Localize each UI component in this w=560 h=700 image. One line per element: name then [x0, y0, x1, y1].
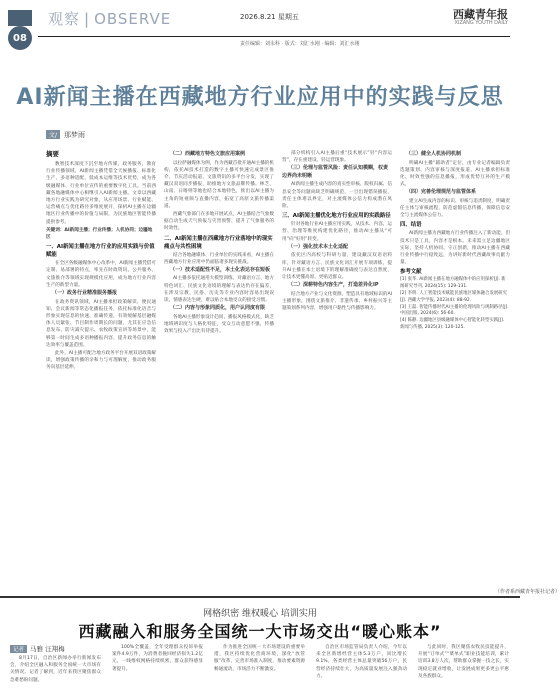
paragraph: 8月17日，自治区新闻办举行新闻发布会，介绍全区融入和服务全国统一大市场有关情况。记者了解到，近年来我区聚焦群众急难愁盼问题。	[10, 656, 101, 683]
section-heading: 三、AI新闻主播优化地方行业应用的实践路径	[282, 213, 391, 220]
subsection-heading: （三）伦理与监管风险：责任认知模糊，权责边界尚未明晰	[282, 165, 389, 179]
newspaper-subtitle: XIZANG YOUTH DAILY	[454, 20, 508, 26]
page-header	[0, 0, 520, 54]
paragraph: 结合地方产业与文化资源，塑造具有地域标识的AI主播形象，围绕文旅推介、非遗传承、乡村振兴等主题策划系列内容，增强用户黏性与传播影响力。	[282, 291, 392, 312]
bottom-kicker: 网格织密 维权暖心 培训实用	[203, 609, 317, 619]
page-number-tab	[8, 10, 32, 26]
page-number: 08	[8, 26, 32, 50]
section-cn: 观察	[48, 10, 81, 28]
paragraph: AI新闻主播生成内容的真实性审核、版权归属、信息安全等问题尚缺乏明确规范，一旦出现错误播报，责任主体难以界定，对主流媒体公信力构成潜在风险。	[282, 182, 392, 210]
paragraph: 部分机构引入AI主播后重“技术展示”轻“内容运营”，存在重建设、轻运营现象。	[282, 151, 392, 164]
author-note: （作者系西藏青年报社记者）	[494, 589, 560, 595]
subsection-heading: （二）西藏地方特色文旅应用案例	[170, 151, 246, 157]
subsection-heading: （二）深耕特色内容生产，打造差异化IP	[288, 282, 379, 289]
subsection-heading: （四）完善伦理规范与监管体系	[406, 189, 477, 196]
paragraph: 作为推进全国统一大市场建设的重要举措，我区持续优化营商环境，深化“放管服”改革，完善市场准入制度，推动要素资源畅通流动，市场活力不断激发。	[214, 645, 305, 672]
bottom-column-5	[418, 644, 509, 700]
bottom-byline	[10, 644, 101, 653]
section-heading: 四、结语	[400, 222, 422, 229]
reference-item: [4] 陈静. 边疆地区县级融媒体中心智能化转型实践[J]. 新闻与传播, 2025(3): 120-125.	[400, 318, 505, 331]
paragraph: 各地AI主播形象设计趋同，播报风格模式化，缺乏地域辨识度与人格化特征，受众互动意愿不强，传播效果与投入产出比有待提升。	[164, 314, 274, 335]
section-divider	[0, 596, 520, 598]
section-en: OBSERVE	[94, 10, 172, 28]
references-heading: 参考文献	[400, 269, 422, 276]
reference-item: [1] 张华. AI新闻主播在地方融媒体中的应用探析[J]. 新闻研究导刊, 2024(15): 129-131.	[400, 277, 506, 290]
subsection-heading: （三）健全人机协同机制	[406, 151, 462, 157]
article-column-2	[164, 150, 274, 585]
paragraph: 结合各地融媒体、行业单位的实践来看，AI主播在西藏地方行业应用中仍面临诸多现实挑战。	[164, 252, 274, 265]
bottom-article-body	[10, 644, 515, 700]
article-byline	[46, 130, 85, 140]
reference-item: [3] 王磊. 智能传播时代AI主播的伦理风险与规制路径[J]. 中国出版, 2024(6): 56-60.	[400, 304, 509, 317]
bottom-column-3	[214, 644, 305, 700]
issue-date: 2026.8.21 星期五	[240, 13, 299, 21]
bottom-column-4	[316, 644, 407, 700]
paragraph: 建立AI生成内容的标识、审核与追责制度，明确责任主体与审核流程，防范虚假信息传播，保障信息安全与主流媒体公信力。	[400, 198, 510, 219]
keywords: 关键词：AI新闻主播；行业传播；人机协同；边疆地区	[46, 227, 153, 241]
bottom-column-2	[112, 644, 203, 700]
paragraph: 以拉萨融媒体为例，作为西藏首批开通AI主播的机构，依托AI技术打造的数字主播可快速完成景区推介、节庆活动报道、文旅资讯的多平台分发，实现了藏汉双语同步播报，助推地方文旅品牌传播。林芝、山南、日喀则等地也结合本地特色，推出以AI主播为主角的短视频与直播内容，拓宽了高原文旅传播渠道。	[164, 160, 274, 209]
article-title: AI新闻主播在西藏地方行业应用中的实践与反思	[16, 85, 504, 110]
article-column-4	[400, 150, 510, 585]
paragraph: 明确AI主播“辅助者”定位，由专业记者编辑负责选题策划、内容审核与深度报道，AI主播承担标准化、时效性强的信息播报，形成优势互补的生产模式。	[400, 160, 510, 188]
subsection-heading: （一）强化技术本土化适配	[288, 243, 349, 250]
bottom-article-title: 西藏融入和服务全国统一大市场交出“暖心账本”	[78, 622, 442, 641]
paragraph: 依托区内高校与科研力量，建设藏汉双语语料库，针对藏语方言、民族文化词汇开展专项训练，提升AI主播在本土语境下的理解准确度与表达自然度，让技术更懂高原、更贴近群众。	[282, 253, 392, 280]
header-rule	[38, 36, 510, 37]
section-heading: 二、AI新闻主播在西藏地方行业落地中的现实痛点与共性困境	[164, 235, 273, 250]
paragraph: 与此同时，我区聚焦农牧民技能提升，开展“订单式”“菜单式”职业技能培训，累计培训3.8万人次，帮助群众掌握一技之长，实现稳定就业增收，让发展成果更多更公平惠及各族群众。	[418, 645, 509, 679]
subsection-heading: （二）内容与形象同质化，用户认同度有限	[170, 305, 266, 312]
byline-tag: 文/	[46, 130, 60, 139]
paragraph: 此外，AI主播可配合地方政务平台开展双语政策解读，增强政策传播的亲和力与可理解度，推动政务服务向基层延伸。	[46, 350, 156, 371]
paragraph: 在政务资讯领域，AI主播承担政策解读、便民通知、会议新闻等常态化播报任务，依托标准化语音与形象实现信息的快速、准确传递，有效缓解基层融媒体人员紧张、节目制作周期长的问题，尤其在应急信息发布、防灾减灾提示、农牧政策宣讲等场景中，能够第一时间生成多语种播报内容，提升政务信息的触达效率与覆盖范围。	[46, 299, 156, 348]
paragraph: 自治区市场监管局负责人介绍，今年以来全区新增经营主体5.3万户，同比增长9.1%，各类经营主体总量突破56万户，民营经济持续壮大，为高质量发展注入强劲动力。	[316, 645, 407, 679]
paragraph: 针对各地行业AI主播应用实践，从技术、内容、运营、治理等维度构建优化路径，推动AI主播从“可用”向“好用”转变。	[282, 222, 392, 242]
abstract-text: 数智技术深度下沉至地方传媒，政务服务、教育行业传播领域，AI新闻主播凭借全天候播报、标准化生产、多语种适配、低成本运维等技术优势，成为各级融媒体、行业单位宣传的重要数字化工具。当前西藏各地融媒体中心相继引入AI新闻主播。文章以西藏地方行业实践为研究对象，从应用场景、行业赋能、运营痛点与优化路径多维度展开，探析AI主播在边疆地区行业传播中的价值与局限，为民族地区智能传播提供参考。	[46, 162, 156, 225]
paragraph: 在全区各级融媒体中心改革中，AI新闻主播凭借可定制、易部署的特点，率先在时政资讯、公共服务、文旅推介等领域实现规模化应用，成为地方行业内容生产的新型力量。	[46, 261, 156, 288]
article-column-1	[46, 150, 156, 585]
abstract-heading: 摘要	[46, 150, 59, 158]
paragraph: 西藏气象部门在多地开展试点，AI主播结合气象数据自动生成天气预报与灾害预警，提升了气象服务的时效性。	[164, 211, 274, 232]
paragraph: AI新闻主播为西藏地方行业传播注入了新动能，但技术只是工具，内容才是根本。未来需立足边疆地区实际，坚持人机协同、守正创新，推动AI主播在西藏行业传播中行稳致远，为讲好新时代西藏故事贡献力量。	[400, 231, 510, 266]
reference-item: [2] 李明. 人工智能技术赋能民族地区媒体融合发展研究[J]. 西藏大学学报, 2023(4): 88-92.	[400, 291, 508, 303]
subsection-heading: （一）政务行业精准服务播报	[52, 290, 118, 297]
subsection-heading: （一）技术适配性不足，本土化表达存在短板	[170, 266, 271, 273]
newspaper-logo: 西藏青年报	[453, 8, 508, 21]
section-label	[48, 8, 171, 29]
article-body	[46, 150, 560, 595]
editor-credits: 责任编辑：刘永科 · 版式：刘汇水刚 · 编辑：刘汇水刚	[240, 41, 360, 47]
section-heading: 一、AI新闻主播在地方行业的应用实践与价值赋能	[46, 244, 155, 259]
byline-author: 马雅 汪翔梅	[30, 645, 65, 653]
byline-tag: 记者	[10, 645, 27, 653]
bottom-column-1	[10, 644, 101, 700]
paragraph: 100%全覆盖，全年受理群众投诉举报案件4.9万件，为消费者挽回经济损失1.2亿元，一线维权网格持续织密，群众获得感显著提升。	[112, 645, 203, 672]
byline-author: 那梦雨	[64, 131, 86, 139]
section-separator: |	[84, 10, 91, 28]
paragraph: AI主播多依托通用大模型训练，对藏语方言、地方特色词汇、民族文化语境的理解与表达仍存在偏差，在涉及宗教、民俗、历史等专业内容时容易出现误读，情感表达生硬，难以贴合本地受众的接受习惯。	[164, 276, 274, 304]
article-column-3	[282, 150, 392, 585]
